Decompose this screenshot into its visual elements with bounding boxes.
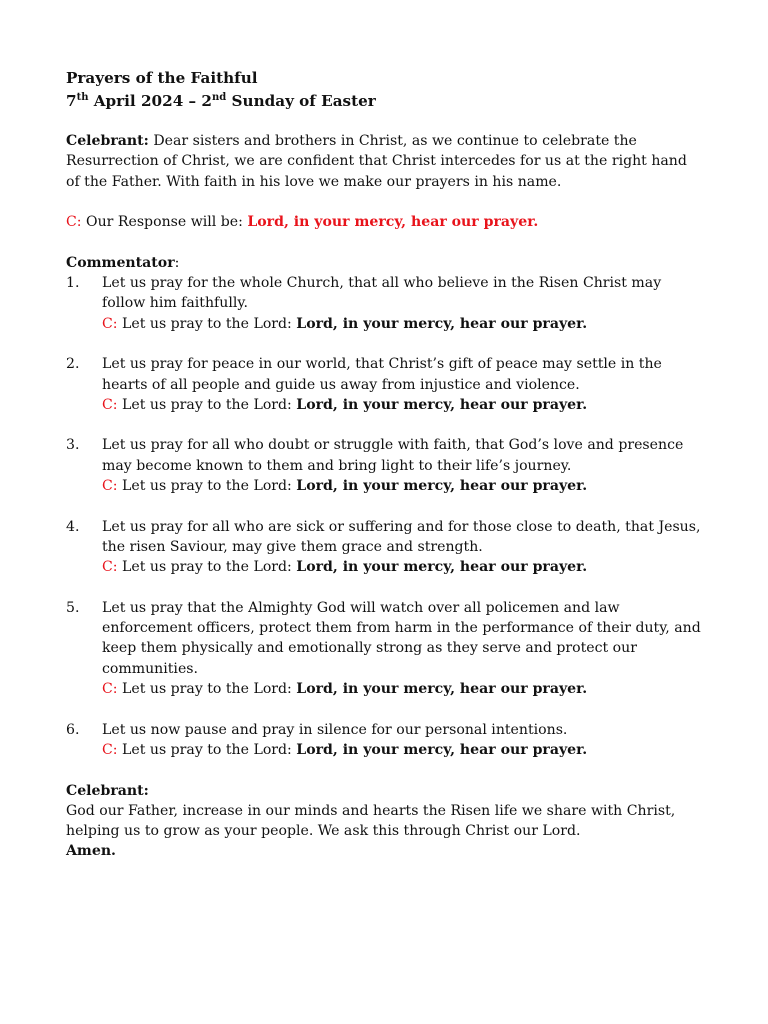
prayer-response-line [102, 679, 702, 699]
list-item [66, 435, 702, 496]
prayers-list [66, 273, 702, 760]
commentator-colon: : [174, 254, 180, 271]
list-item [66, 273, 702, 334]
intro-text: Dear sisters and brothers in Christ, as we continue to celebrate the Resurrection of Christ, we are confident that Christ intercedes for us at the right hand of the Father. With faith in his love we make our prayers in his name. [66, 133, 687, 190]
prayer-invite: Let us pray to the Lord: [117, 681, 297, 698]
intro-celebrant-label: Celebrant: [66, 133, 149, 149]
closing-celebrant-label: Celebrant: [66, 782, 149, 799]
prayer-text: Let us pray that the Almighty God will watch over all policemen and law enforcement officers, protect them from harm in the performance of their duty, and keep them physically and emotionally strong as they serve and protect our communities. [102, 599, 701, 677]
prayer-response-line [102, 557, 702, 577]
prayer-text: Let us pray for the whole Church, that all who believe in the Risen Christ may follow him faithfully. [102, 275, 662, 312]
date-tail: Sunday of Easter [226, 92, 376, 110]
prayer-text: Let us pray for all who doubt or struggle with faith, that God’s love and presence may become known to them and bring light to their life’s journey. [102, 437, 684, 474]
prayer-invite: Let us pray to the Lord: [117, 741, 297, 758]
closing-prayer-text: God our Father, increase in our minds and hearts the Risen life we share with Christ, helping us to grow as your people. We ask this through Christ our Lord. [66, 802, 676, 840]
response-c-label: C: [66, 214, 82, 231]
prayer-text: Let us pray for all who are sick or suffering and for those close to death, that Jesus, the risen Saviour, may give them grace and strength. [102, 518, 701, 555]
prayer-response-line [102, 476, 702, 496]
prayer-c-label: C: [102, 478, 118, 495]
prayer-response: Lord, in your mercy, hear our prayer. [296, 681, 588, 698]
list-item [66, 517, 702, 578]
prayer-number: 6. [66, 721, 80, 738]
intro-paragraph [66, 131, 702, 192]
prayer-response: Lord, in your mercy, hear our prayer. [296, 559, 588, 576]
date-day-suffix: th [76, 91, 89, 103]
response-instruction [66, 212, 702, 232]
prayer-text: Let us pray for peace in our world, that Christ’s gift of peace may settle in the hearts of all people and guide us away from injustice and violence. [102, 356, 662, 393]
prayer-number: 4. [66, 518, 80, 535]
prayer-invite: Let us pray to the Lord: [117, 315, 297, 332]
date-day: 7 [66, 92, 77, 110]
document-title: Prayers of the Faithful [66, 69, 258, 87]
prayer-response: Lord, in your mercy, hear our prayer. [296, 741, 588, 758]
list-item [66, 720, 702, 761]
prayer-invite: Let us pray to the Lord: [117, 478, 297, 495]
prayer-response-line [102, 395, 702, 415]
commentator-label: Commentator [66, 254, 175, 271]
prayer-c-label: C: [102, 315, 118, 332]
prayer-text: Let us now pause and pray in silence for our personal intentions. [102, 721, 568, 738]
prayer-response-line [102, 740, 702, 760]
service-date [66, 90, 702, 113]
prayer-response-line [102, 314, 702, 334]
response-text: Our Response will be: [81, 214, 248, 231]
prayer-c-label: C: [102, 396, 118, 413]
amen: Amen. [66, 843, 116, 860]
prayer-response: Lord, in your mercy, hear our prayer. [296, 478, 588, 495]
prayer-invite: Let us pray to the Lord: [117, 559, 297, 576]
date-rest: April 2024 – 2 [88, 92, 212, 110]
list-item [66, 354, 702, 415]
prayer-number: 3. [66, 437, 80, 454]
prayer-c-label: C: [102, 559, 118, 576]
prayer-c-label: C: [102, 741, 118, 758]
ordinal-suffix: nd [212, 91, 227, 103]
list-item [66, 598, 702, 699]
prayer-number: 1. [66, 275, 80, 292]
document-body [66, 67, 702, 862]
prayer-number: 2. [66, 356, 80, 373]
prayer-c-label: C: [102, 681, 118, 698]
response-phrase: Lord, in your mercy, hear our prayer. [247, 214, 539, 231]
prayer-response: Lord, in your mercy, hear our prayer. [296, 396, 588, 413]
commentator-heading [66, 253, 702, 273]
prayer-response: Lord, in your mercy, hear our prayer. [296, 315, 588, 332]
prayer-number: 5. [66, 599, 80, 616]
prayer-invite: Let us pray to the Lord: [117, 396, 297, 413]
